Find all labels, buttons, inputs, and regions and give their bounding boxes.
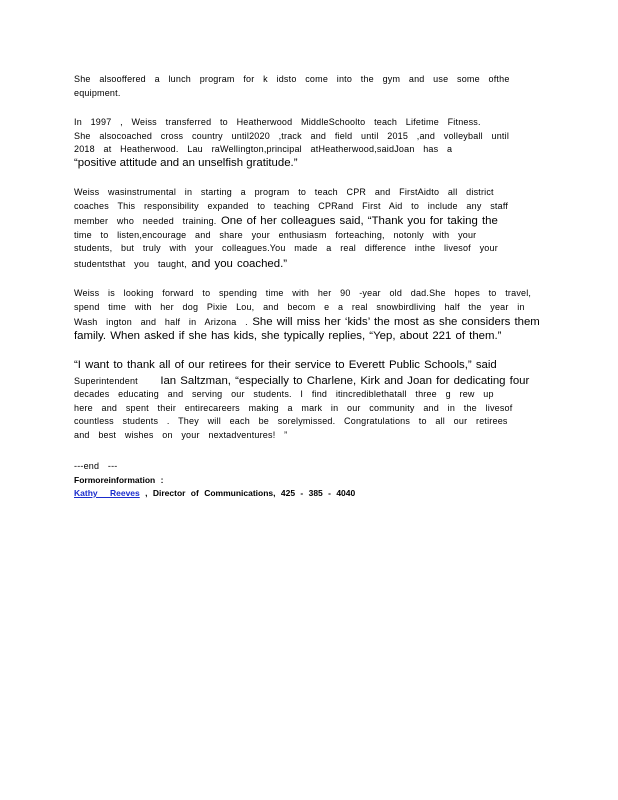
quote-fragment: She will miss her ‘kids’ the most as she considers them xyxy=(252,316,540,328)
text-line: here and spent their entirecareers making a mark in our community and in the livesof xyxy=(74,402,513,413)
text-line: She alsocoached cross country until2020 ,track and field until 2015 ,and volleyball until xyxy=(74,130,510,141)
text-line: Weiss is looking forward to spending time with her 90 -year old dad.She hopes to travel, xyxy=(74,288,532,298)
text-line: students, but truly with your colleagues.You made a real difference inthe livesof your xyxy=(74,243,498,253)
text-line: time to listen,encourage and share your enthusiasm forteaching, notonly with your xyxy=(74,229,477,240)
text-fragment: member who needed training. xyxy=(74,216,217,226)
text-line: coaches This responsibility expanded to teaching CPRand First Aid to include any staff xyxy=(74,200,509,211)
quote-fragment: One of her colleagues said, “Thank you for taking the xyxy=(220,215,498,227)
text-line xyxy=(74,213,544,229)
quote-line: family. When asked if she has kids, she typically replies, “Yep, about 221 of them.” xyxy=(74,329,502,342)
document-page xyxy=(74,73,544,501)
text-fragment: Wash ington and half in Arizona . xyxy=(74,317,248,327)
end-marker: ---end --- xyxy=(74,461,118,471)
text-line: countless students . They will each be sorelymissed. Congratulations to all our retirees xyxy=(74,416,508,426)
text-line: spend time with her dog Pixie Lou, and becom e a real snowbirdliving half the year in xyxy=(74,301,525,312)
quote-fragment: Ian Saltzman, “especially to Charlene, Kirk and Joan for dedicating four xyxy=(160,374,530,387)
paragraph-lunch-program xyxy=(74,73,544,100)
text-line xyxy=(74,314,544,330)
paragraph-cpr-program xyxy=(74,186,544,271)
text-line: 2018 at Heatherwood. Lau raWellington,principal atHeatherwood,saidJoan has a xyxy=(74,144,453,154)
quote-line: “I want to thank all of our retirees for their service to Everett Public Schools,” said xyxy=(74,359,497,371)
text-line: In 1997 , Weiss transferred to Heatherwood MiddleSchoolto teach Lifetime Fitness. xyxy=(74,117,481,127)
text-fragment: studentsthat you taught, xyxy=(74,258,187,269)
text-line: Weiss wasinstrumental in starting a program to teach CPR and FirstAidto all district xyxy=(74,187,494,197)
text-fragment: Superintendent xyxy=(74,375,138,386)
contact-details: , Director of Communications, 425 - 385 - 4040 xyxy=(139,488,356,498)
paragraph-superintendent-quote xyxy=(74,359,544,442)
contact-line xyxy=(74,487,544,501)
paragraph-retirement-plans xyxy=(74,287,544,343)
footer-contact xyxy=(74,460,544,501)
quote-fragment: and you coached.” xyxy=(191,257,288,270)
text-line xyxy=(74,256,544,272)
text-line: equipment. xyxy=(74,87,121,98)
paragraph-heatherwood xyxy=(74,116,544,170)
more-info-label: Formoreinformation : xyxy=(74,474,164,485)
text-line: She alsooffered a lunch program for k idsto come into the gym and use some ofthe xyxy=(74,74,510,84)
text-line: and best wishes on your nextadventures! ” xyxy=(74,429,288,440)
text-line xyxy=(74,373,544,389)
quote-line: “positive attitude and an unselfish gratitude.” xyxy=(74,156,298,169)
text-line: decades educating and serving our students. I find itincrediblethatall three g rew up xyxy=(74,389,494,399)
contact-name-link[interactable]: Kathy Reeves xyxy=(74,488,140,498)
